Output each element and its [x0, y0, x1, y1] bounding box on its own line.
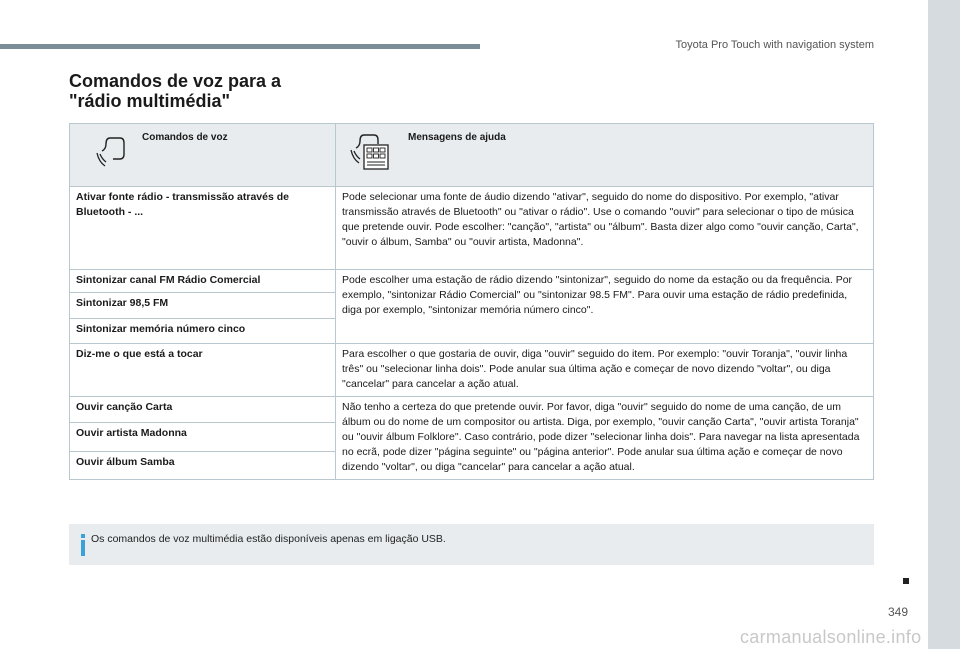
command-cell: Diz-me o que está a tocar: [70, 344, 336, 397]
table-row: [70, 187, 874, 270]
header-cell-help: [336, 124, 874, 187]
commands-header-label: Comandos de voz: [142, 132, 228, 143]
command-cell: Ouvir artista Madonna: [70, 422, 336, 451]
voice-command-icon: [96, 134, 130, 168]
help-cell: Pode selecionar uma fonte de áudio dizendo "ativar", seguido do nome do dispositivo. Por exemplo, "ativar transmissão através de Bluetooth" ou "ativar o rádio". Use o comando "ouvir" para selecionar o tipo de música que pretende ouvir. Pode escolher: "canção", "artista" ou "álbum". Basta dizer algo como "ouvir canção, Carta", "ouvir o álbum, Samba" ou "ouvir artista, Madonna".: [336, 187, 874, 270]
command-cell: Ouvir canção Carta: [70, 397, 336, 423]
command-cell: Sintonizar canal FM Rádio Comercial: [70, 270, 336, 293]
info-note: [69, 524, 874, 565]
help-header-label: Mensagens de ajuda: [408, 132, 506, 143]
running-title: Toyota Pro Touch with navigation system: [675, 39, 874, 51]
header-rule: [0, 44, 480, 49]
page-number: 349: [888, 605, 909, 619]
page-title-line1: Comandos de voz para a: [69, 71, 282, 91]
header-cell-commands: [70, 124, 336, 187]
page-title: [69, 71, 281, 111]
side-strip: [928, 0, 960, 649]
page-title-line2: "rádio multimédia": [69, 91, 231, 111]
voice-commands-table: [69, 123, 874, 480]
table-row: [70, 344, 874, 397]
help-cell: Pode escolher uma estação de rádio dizendo "sintonizar", seguido do nome da estação ou da frequência. Por exemplo, "sintonizar Rádio Comercial" ou "sintonizar 98.5 FM". Para ouvir uma estação de rádio predefinida, diga por exemplo, "sintonizar memória número cinco".: [336, 270, 874, 344]
watermark: carmanualsonline.info: [740, 627, 922, 647]
info-icon: [81, 534, 85, 556]
table-row: [70, 397, 874, 423]
end-marker-icon: [903, 578, 909, 584]
help-cell: Não tenho a certeza do que pretende ouvir. Por favor, diga "ouvir" seguido do nome de uma canção, de um álbum ou do nome de um compositor ou artista. Diga, por exemplo, "ouvir canção Carta", "ouvir artista Toranja" ou "ouvir álbum Folklore". Caso contrário, pode dizer "selecionar linha dois". Para navegar na lista apresentada no ecrã, pode dizer "página seguinte" ou "página anterior". Pode anular sua última ação e começar de novo dizendo "voltar", ou diga "cancelar" para cancelar a ação atual.: [336, 397, 874, 480]
help-cell: Para escolher o que gostaria de ouvir, diga "ouvir" seguido do item. Por exemplo: "ouvir Toranja", "ouvir linha três" ou "selecionar linha dois". Pode anular sua última ação e começar de novo dizendo "voltar", ou diga "cancelar" para cancelar a ação atual.: [336, 344, 874, 397]
help-messages-icon: [350, 132, 390, 172]
command-cell: Ativar fonte rádio - transmissão através de Bluetooth - ...: [70, 187, 336, 270]
command-cell: Sintonizar 98,5 FM: [70, 293, 336, 319]
table-header-row: [70, 124, 874, 187]
table-row: [70, 270, 874, 293]
info-note-text: Os comandos de voz multimédia estão disponíveis apenas em ligação USB.: [91, 533, 446, 545]
command-cell: Ouvir álbum Samba: [70, 451, 336, 479]
command-cell: Sintonizar memória número cinco: [70, 319, 336, 344]
